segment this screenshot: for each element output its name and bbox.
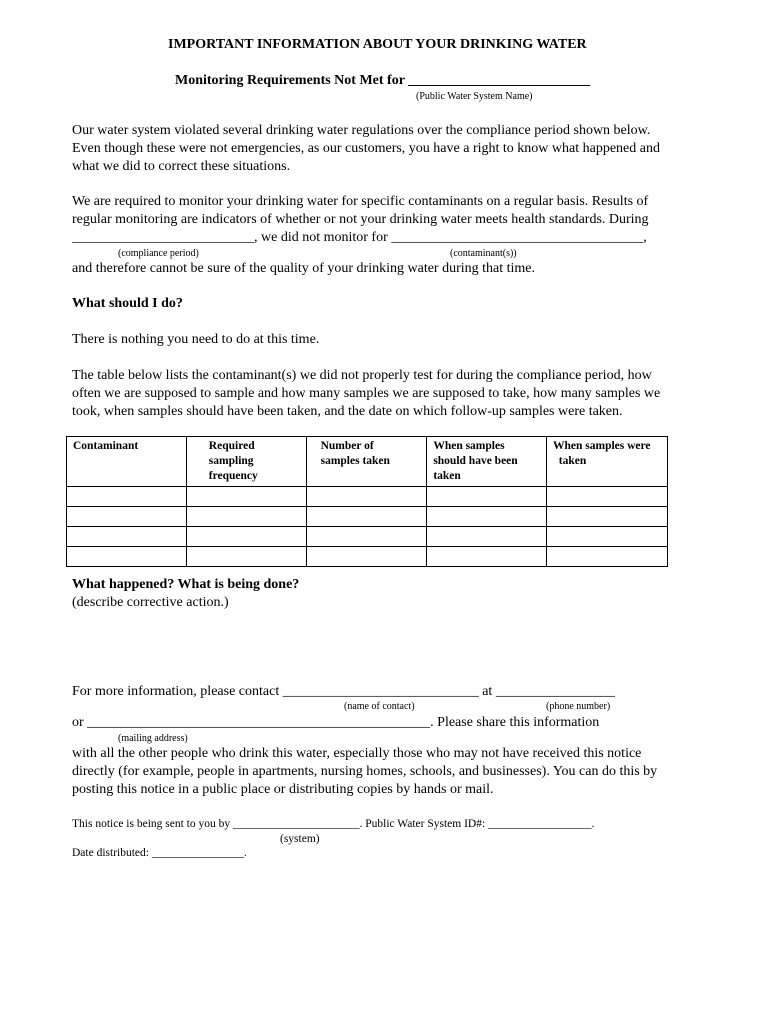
para2-line3: __________________________, we did not monitor for ____________________________________, — [72, 230, 647, 245]
para3-line2: often we are supposed to sample and how many samples we are supposed to take, how many samples we — [72, 386, 661, 401]
para4-line2: directly (for example, people in apartments, nursing homes, schools, and businesses). You can do this by — [72, 764, 658, 779]
mailing-address-caption: (mailing address) — [118, 733, 188, 744]
table-cell — [547, 507, 668, 527]
para3-line3: took, when samples should have been taken, and the date on which follow-up samples were taken. — [72, 404, 623, 419]
table-row — [67, 487, 668, 507]
para1-line2: Even though these were not emergencies, as our customers, you have a right to know what happened and — [72, 141, 660, 156]
header-should-have-been-taken: When samples should have been taken — [427, 437, 547, 487]
para4-line3: posting this notice in a public place or distributing copies by hands or mail. — [72, 782, 494, 797]
table-cell — [67, 527, 187, 547]
header-contaminant: Contaminant — [67, 437, 187, 487]
table-cell — [427, 487, 547, 507]
describe-caption: (describe corrective action.) — [72, 595, 229, 610]
system-name-caption: (Public Water System Name) — [416, 91, 533, 102]
subtitle: Monitoring Requirements Not Met for __________________________ — [175, 73, 591, 88]
sent-by-line: This notice is being sent to you by ______________________. Public Water System ID#: __________________. — [72, 818, 595, 830]
or-line: or _________________________________________________. Please share this information — [72, 715, 600, 730]
table-cell — [427, 527, 547, 547]
table-cell — [67, 507, 187, 527]
header-samples-taken: Number of samples taken — [306, 437, 427, 487]
table-cell — [547, 547, 668, 567]
document-title: IMPORTANT INFORMATION ABOUT YOUR DRINKING WATER — [168, 37, 587, 52]
header-sampling-frequency: Required sampling frequency — [186, 437, 306, 487]
para2-line1: We are required to monitor your drinking water for specific contaminants on a regular basis. Results of — [72, 194, 649, 209]
table-header-row — [67, 437, 668, 487]
compliance-period-caption: (compliance period) — [118, 248, 199, 259]
contaminants-caption: (contaminant(s)) — [450, 248, 517, 259]
table-cell — [306, 547, 427, 567]
table-cell — [427, 547, 547, 567]
table-cell — [306, 527, 427, 547]
table-cell — [547, 527, 668, 547]
table-cell — [427, 507, 547, 527]
table-cell — [186, 487, 306, 507]
system-caption: (system) — [280, 833, 320, 845]
table-cell — [547, 487, 668, 507]
table-cell — [67, 547, 187, 567]
table-cell — [186, 527, 306, 547]
table-cell — [306, 507, 427, 527]
para4-line1: with all the other people who drink this water, especially those who may not have received this notice — [72, 746, 642, 761]
contact-name-caption: (name of contact) — [344, 701, 415, 712]
table-row — [67, 547, 668, 567]
table-cell — [186, 507, 306, 527]
para1-line3: what we did to correct these situations. — [72, 159, 291, 174]
date-distributed-line: Date distributed: ________________. — [72, 847, 247, 859]
header-when-taken: When samples were taken — [547, 437, 668, 487]
table-cell — [306, 487, 427, 507]
what-happened-heading: What happened? What is being done? — [72, 577, 300, 592]
para3-line1: The table below lists the contaminant(s) we did not properly test for during the compliance period, how — [72, 368, 652, 383]
table-row — [67, 527, 668, 547]
table-cell — [186, 547, 306, 567]
contaminant-table — [66, 436, 668, 567]
contact-line: For more information, please contact ____________________________ at _________________ — [72, 684, 615, 699]
phone-caption: (phone number) — [546, 701, 611, 712]
table-cell — [67, 487, 187, 507]
para2-end: and therefore cannot be sure of the quality of your drinking water during that time. — [72, 261, 536, 276]
para2-line2: regular monitoring are indicators of whether or not your drinking water meets health standards. During — [72, 212, 649, 227]
para1-line1: Our water system violated several drinking water regulations over the compliance period shown below. — [72, 123, 651, 138]
what-should-i-do-heading: What should I do? — [72, 296, 183, 311]
nothing-to-do-text: There is nothing you need to do at this time. — [72, 332, 320, 347]
table-row — [67, 507, 668, 527]
